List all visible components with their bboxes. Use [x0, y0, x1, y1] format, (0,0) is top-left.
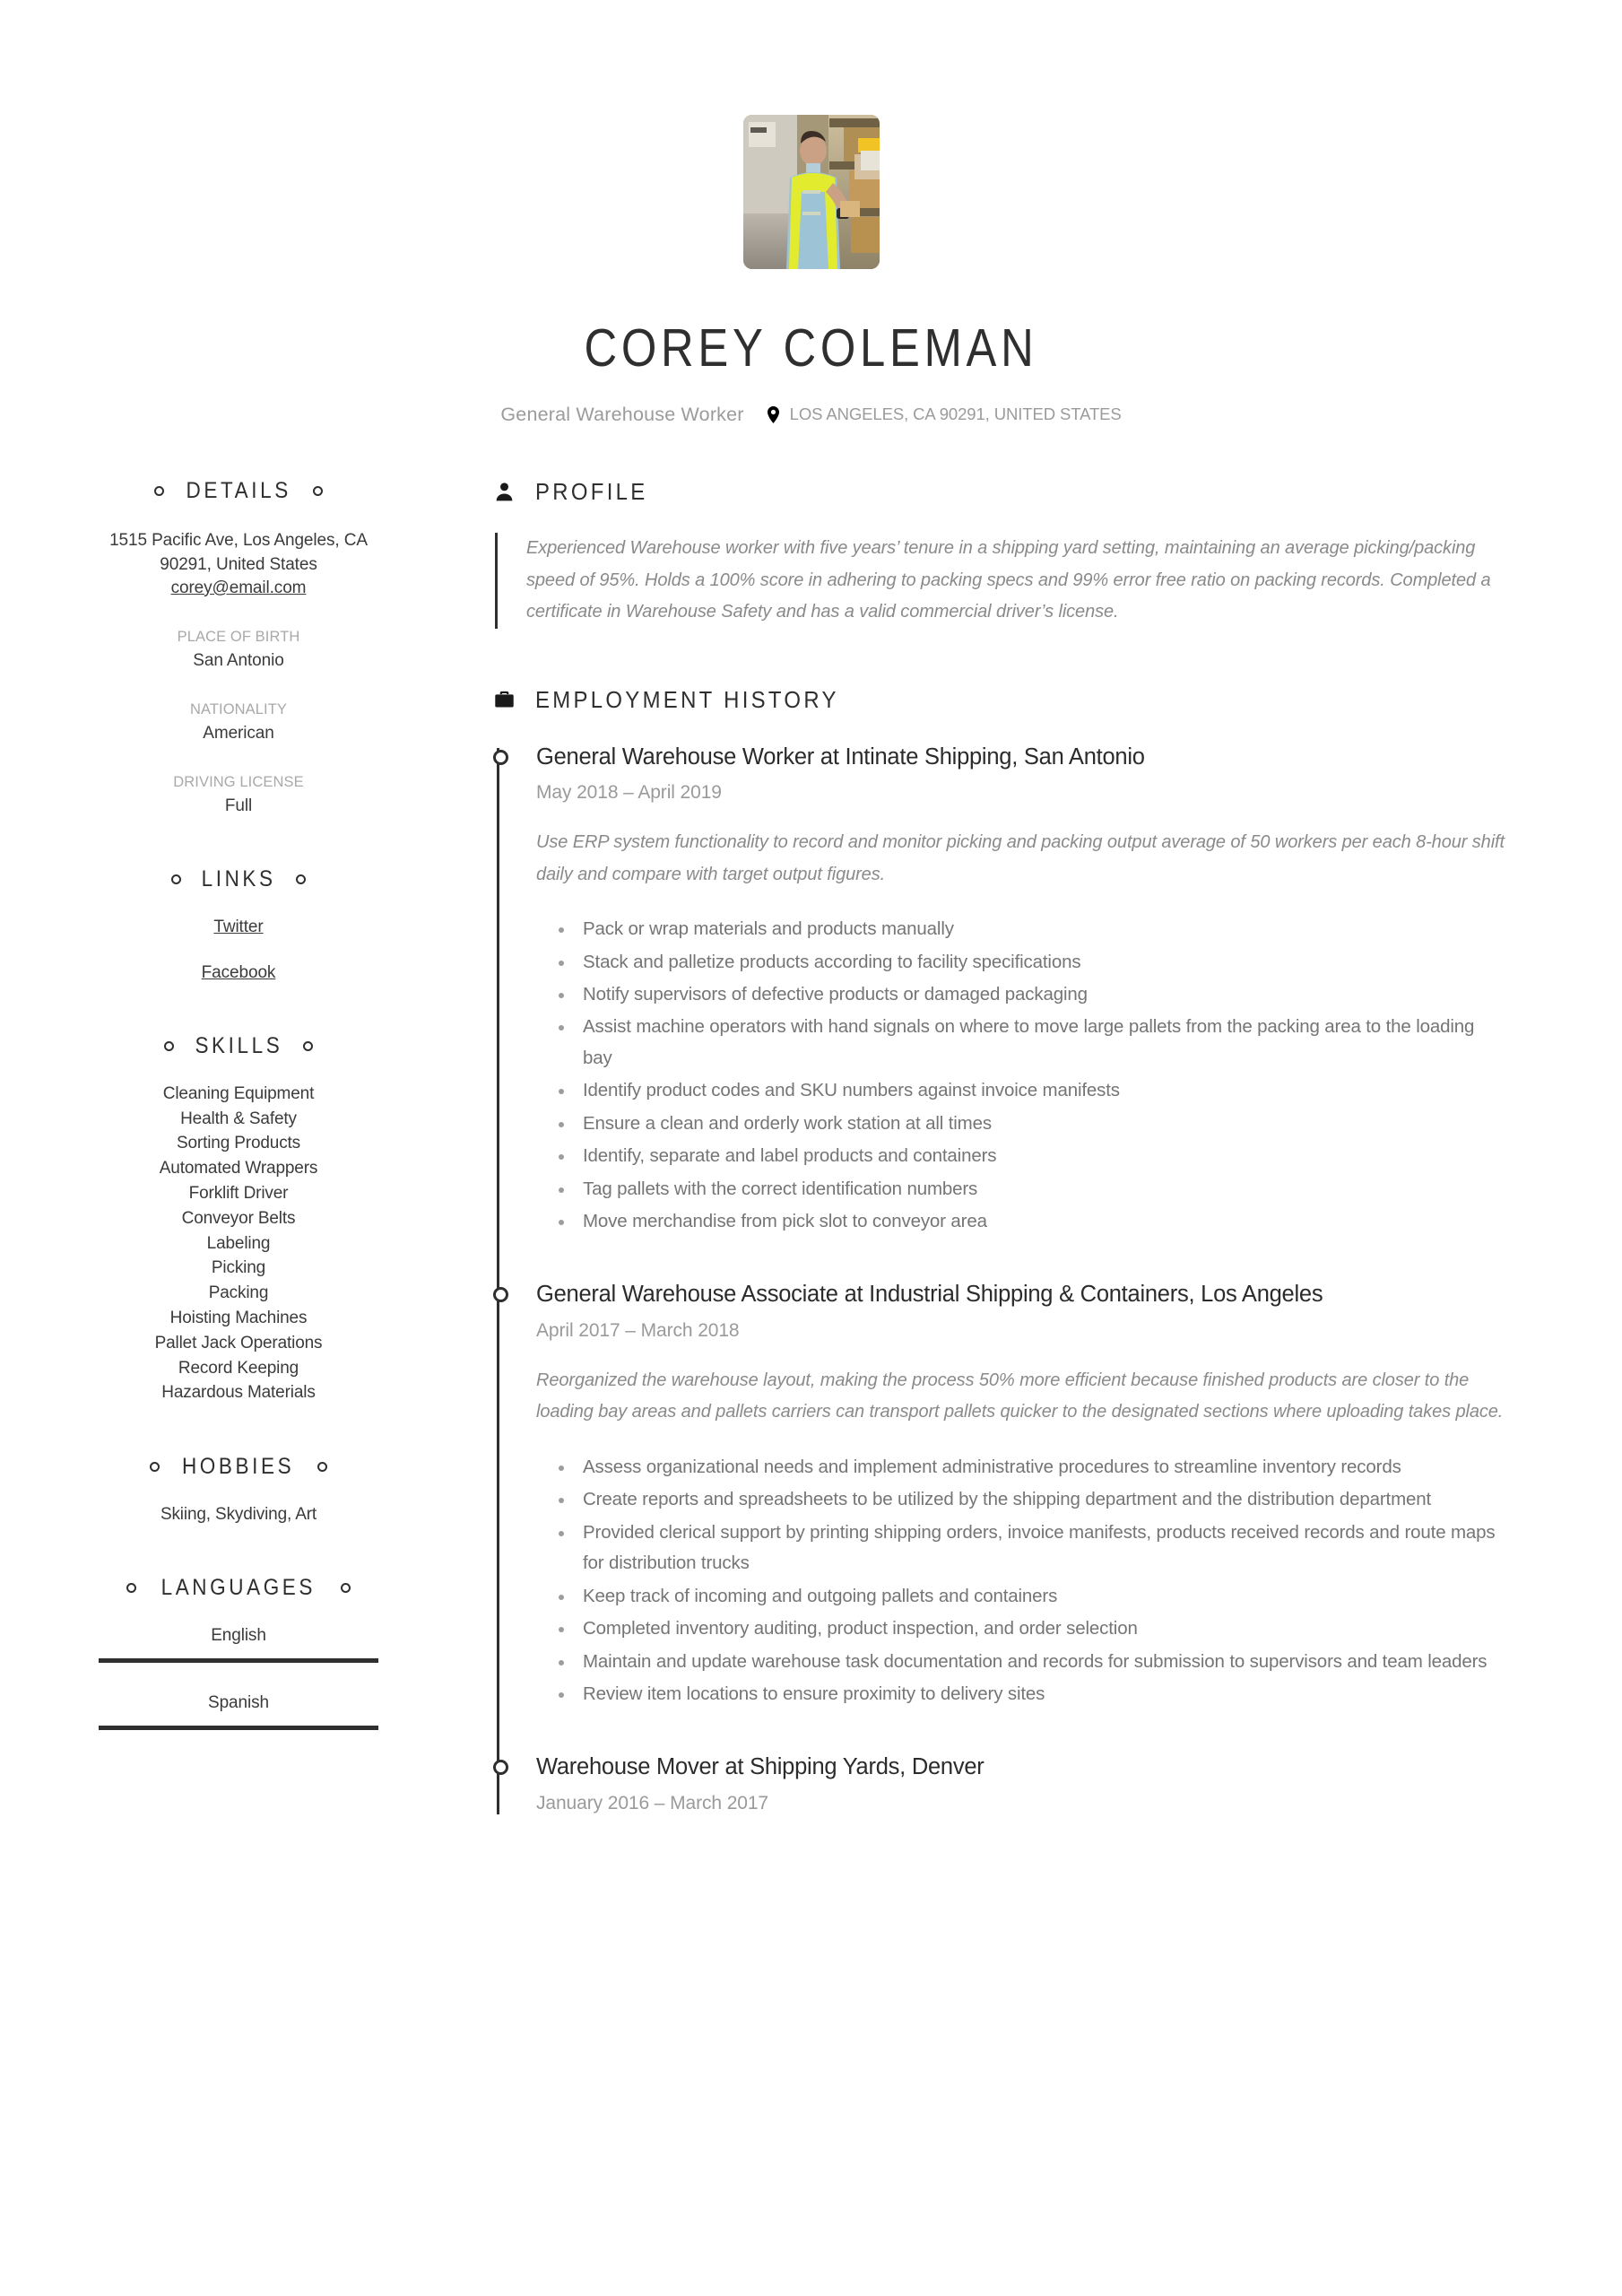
job-bullet: Maintain and update warehouse task documentation and records for submission to supervisors and team leaders — [583, 1647, 1505, 1677]
profile-text: Experienced Warehouse worker with five years’ tenure in a shipping yard setting, maintaining an average picking/packing speed of 95%. Holds a 100% score in adhering to packing specs and 99% error free ratio on packing records. Completed a certificate in Warehouse Safety and has a valid commercial driver’s license. — [526, 537, 1491, 622]
hobbies-text: Skiing, Skydiving, Art — [160, 1505, 317, 1525]
language-name: Spanish — [208, 1693, 269, 1713]
job-title: General Warehouse Associate at Industrial Shipping & Containers, Los Angeles — [536, 1282, 1323, 1308]
circle-ornament-icon — [164, 1041, 174, 1051]
job-dates: January 2016 – March 2017 — [536, 1792, 769, 1813]
language-name: English — [211, 1626, 266, 1646]
hobbies-heading — [99, 1454, 378, 1480]
language-level-bar — [99, 1658, 378, 1663]
skill-item: Forklift Driver — [188, 1184, 289, 1204]
profile-body — [493, 533, 1505, 629]
detail-field-place-of-birth — [99, 629, 378, 671]
links-heading — [99, 866, 378, 892]
detail-value: San Antonio — [193, 650, 284, 670]
sidebar-section-links — [99, 866, 378, 983]
job-bullets — [536, 914, 1505, 1237]
skill-item: Health & Safety — [180, 1109, 297, 1128]
sidebar — [0, 478, 448, 1877]
detail-field-driving-license — [99, 774, 378, 816]
detail-value: American — [203, 723, 274, 743]
language-item-english — [99, 1626, 378, 1663]
employment-entry — [536, 1278, 1505, 1709]
job-bullet: Ensure a clean and orderly work station at all times — [583, 1109, 1505, 1139]
skill-item: Automated Wrappers — [159, 1159, 318, 1178]
profile-heading-label: PROFILE — [535, 477, 648, 505]
header-job-title: General Warehouse Worker — [500, 403, 744, 425]
job-bullets — [536, 1452, 1505, 1710]
circle-ornament-icon — [126, 1583, 136, 1593]
link-twitter[interactable]: Twitter — [213, 917, 264, 936]
employment-timeline — [493, 741, 1505, 1814]
skill-item: Sorting Products — [176, 1134, 301, 1153]
sidebar-section-hobbies — [99, 1454, 378, 1525]
job-bullet: Identify, separate and label products and containers — [583, 1141, 1505, 1171]
employment-entry — [536, 741, 1505, 1238]
job-title: General Warehouse Worker at Intinate Shipping, San Antonio — [536, 744, 1145, 770]
person-icon — [493, 480, 516, 503]
skill-item: Record Keeping — [178, 1358, 299, 1378]
hobbies-heading-label: HOBBIES — [182, 1454, 295, 1480]
detail-label: PLACE OF BIRTH — [177, 628, 300, 645]
address-line-1: 1515 Pacific Ave, Los Angeles, CA — [109, 530, 368, 550]
page-title: COREY COLEMAN — [584, 318, 1038, 378]
section-profile — [493, 478, 1505, 629]
languages-heading-label: LANGUAGES — [160, 1575, 317, 1601]
briefcase-icon — [493, 688, 516, 711]
details-heading — [99, 478, 378, 504]
profile-heading — [493, 478, 1505, 506]
job-bullet: Notify supervisors of defective products or damaged packaging — [583, 979, 1505, 1010]
skill-item: Packing — [208, 1283, 269, 1303]
circle-ornament-icon — [303, 1041, 313, 1051]
skill-item: Picking — [211, 1258, 266, 1278]
profile-photo — [743, 115, 880, 269]
section-employment-history — [493, 686, 1505, 1814]
employment-heading — [493, 686, 1505, 714]
detail-label: NATIONALITY — [189, 700, 288, 718]
bottom-spacer — [493, 1814, 1505, 1877]
detail-value: Full — [224, 796, 253, 815]
job-bullet: Identify product codes and SKU numbers against invoice manifests — [583, 1075, 1505, 1106]
employment-entry — [536, 1751, 1505, 1813]
circle-ornament-icon — [341, 1583, 351, 1593]
skills-heading-label: SKILLS — [195, 1032, 282, 1058]
job-bullet: Assist machine operators with hand signals on where to move large pallets from the packing area to the loading bay — [583, 1012, 1505, 1074]
resume-header — [0, 0, 1622, 426]
job-bullet: Assess organizational needs and implement administrative procedures to streamline inventory records — [583, 1452, 1505, 1483]
skill-item: Labeling — [206, 1233, 271, 1253]
circle-ornament-icon — [317, 1462, 327, 1472]
job-bullet: Create reports and spreadsheets to be utilized by the shipping department and the distribution department — [583, 1484, 1505, 1515]
job-bullet: Review item locations to ensure proximity to delivery sites — [583, 1679, 1505, 1709]
circle-ornament-icon — [150, 1462, 160, 1472]
job-bullet: Tag pallets with the correct identification numbers — [583, 1174, 1505, 1205]
job-bullet: Stack and palletize products according to facility specifications — [583, 947, 1505, 978]
employment-heading-label: EMPLOYMENT HISTORY — [535, 685, 839, 713]
detail-label: DRIVING LICENSE — [173, 773, 304, 790]
detail-field-nationality — [99, 701, 378, 744]
sidebar-section-languages — [99, 1575, 378, 1730]
job-bullet: Completed inventory auditing, product inspection, and order selection — [583, 1613, 1505, 1644]
details-heading-label: DETAILS — [186, 477, 291, 503]
circle-ornament-icon — [154, 486, 164, 496]
job-dates: May 2018 – April 2019 — [536, 781, 722, 803]
job-bullet: Keep track of incoming and outgoing pallets and containers — [583, 1581, 1505, 1612]
link-facebook[interactable]: Facebook — [201, 962, 276, 982]
skill-item: Conveyor Belts — [181, 1208, 296, 1228]
address-line-2: 90291, United States — [160, 554, 317, 574]
header-location: LOS ANGELES, CA 90291, UNITED STATES — [789, 404, 1122, 424]
job-bullet: Move merchandise from pick slot to conveyor area — [583, 1206, 1505, 1237]
job-summary: Reorganized the warehouse layout, making the process 50% more efficient because finished products are closer to the loading bay areas and pallets carriers can transport pallets quicker to the designated sections where uploading takes place. — [536, 1370, 1504, 1422]
job-title: Warehouse Mover at Shipping Yards, Denver — [536, 1754, 984, 1780]
skill-item: Hazardous Materials — [161, 1383, 316, 1403]
main-column — [448, 478, 1622, 1877]
circle-ornament-icon — [171, 874, 181, 884]
header-subline — [0, 404, 1622, 426]
links-heading-label: LINKS — [201, 865, 276, 891]
job-dates: April 2017 – March 2018 — [536, 1319, 740, 1341]
skill-item: Pallet Jack Operations — [154, 1333, 323, 1352]
profile-vertical-rule — [495, 533, 498, 629]
circle-ornament-icon — [313, 486, 323, 496]
resume-body — [0, 426, 1622, 1877]
job-bullet: Provided clerical support by printing shipping orders, invoice manifests, products received records and route maps for distribution trucks — [583, 1518, 1505, 1579]
skill-item: Hoisting Machines — [169, 1309, 308, 1328]
job-summary: Use ERP system functionality to record and monitor picking and packing output average of 50 workers per each 8-hour shift daily and compare with target output figures. — [536, 831, 1505, 884]
sidebar-section-details — [99, 478, 378, 816]
circle-ornament-icon — [296, 874, 306, 884]
language-item-spanish — [99, 1693, 378, 1730]
language-level-bar — [99, 1726, 378, 1730]
skills-heading — [99, 1033, 378, 1059]
map-pin-icon — [768, 406, 779, 423]
sidebar-section-skills — [99, 1033, 378, 1404]
languages-heading — [99, 1575, 378, 1601]
job-bullet: Pack or wrap materials and products manually — [583, 914, 1505, 944]
skill-item: Cleaning Equipment — [162, 1083, 315, 1103]
email-link[interactable]: corey@email.com — [170, 578, 307, 597]
